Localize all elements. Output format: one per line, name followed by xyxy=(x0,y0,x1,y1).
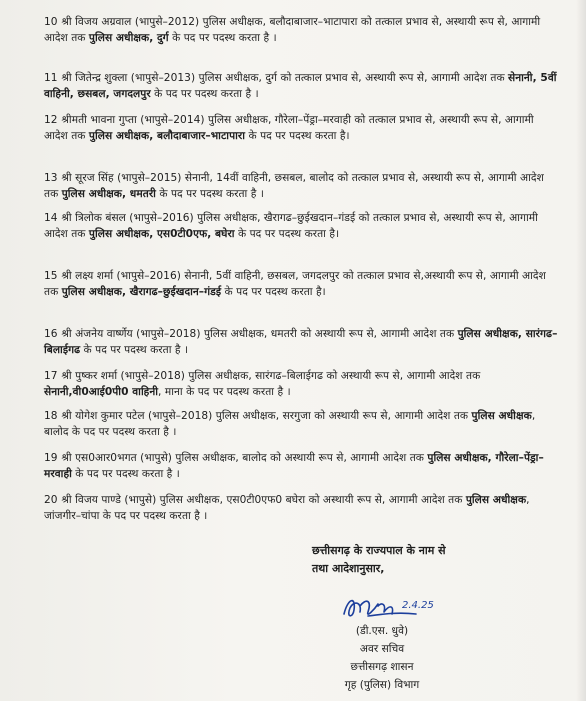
entry-number: 15 xyxy=(44,270,58,282)
order-entry-19 xyxy=(44,450,560,482)
order-entry-20 xyxy=(44,492,560,524)
order-entry-17 xyxy=(44,368,560,400)
order-entry-16 xyxy=(44,326,560,358)
entry-text: श्रीमती भावना गुप्ता (भापुसे–2014) पुलिस अधीक्षक, गौरेला–पेंड्रा–मरवाही को तत्काल प्रभाव से, अस्थायी रूप से, आगामी आदेश तक xyxy=(44,114,534,143)
entry-number: 20 xyxy=(44,494,58,506)
entry-text: श्री विजय पाण्डे (भापुसे) पुलिस अधीक्षक, एस0टी0एफ0 बघेरा को अस्थायी रूप से, आगामी आदेश तक xyxy=(58,494,466,506)
entry-text: श्री विजय अग्रवाल (भापुसे–2012) पुलिस अधीक्षक, बलौदाबाजार–भाटापारा को तत्काल प्रभाव से, अस्थायी रूप से, आगामी आदेश तक xyxy=(44,16,541,45)
entry-text-end: , माना के पद पर पदस्थ करता है । xyxy=(158,386,291,399)
entry-number: 17 xyxy=(44,370,58,382)
entry-text: श्री एस0आर0भगत (भापुसे) पुलिस अधीक्षक, बालोद को अस्थायी रूप से, आगामी आदेश तक xyxy=(58,452,428,464)
entry-text-end: के पद पर पदस्थ करता है। xyxy=(221,286,326,299)
entry-posting: पुलिस अधीक्षक, एस0टी0एफ, बघेरा xyxy=(88,228,235,241)
entry-posting: सेनानी,वी0आई0पी0 वाहिनी xyxy=(44,386,159,399)
order-entry-11 xyxy=(44,70,560,102)
officer-government: छत्तीसगढ़ शासन xyxy=(350,661,414,673)
order-entry-18 xyxy=(44,408,560,440)
entry-posting: पुलिस अधीक्षक xyxy=(465,494,527,506)
entry-number: 12 xyxy=(44,114,58,126)
entry-posting: सेनानी, 5वीं वाहिनी, छसबल, जगदलपुर xyxy=(44,72,557,101)
entry-text-end: के पद पर पदस्थ करता है । xyxy=(80,344,189,357)
officer-name: (डी.एस. धुवे) xyxy=(355,625,409,637)
order-entry-10 xyxy=(44,14,560,46)
entry-text: श्री योगेश कुमार पटेल (भापुसे–2018) पुलिस अधीक्षक, सरगुजा को अस्थायी रूप से, आगामी आदेश तक xyxy=(58,410,472,422)
entry-posting: पुलिस अधीक्षक, सारंगढ–बिलाईगढ xyxy=(44,328,558,357)
entry-text: श्री त्रिलोक बंसल (भापुसे–2016) पुलिस अधीक्षक, खैरागढ–छुईखदान–गंडई को तत्काल प्रभाव से, अस्थायी रूप से, आगामी आदेश तक xyxy=(44,212,538,241)
entry-posting: पुलिस अधीक्षक, बलौदाबाजार–भाटापारा xyxy=(88,130,246,143)
entry-text-end: के पद पर पदस्थ करता है। xyxy=(234,228,340,241)
entry-text: श्री अंजनेय वार्ष्णेय (भापुसे–2018) पुलिस अधीक्षक, धमतरी को अस्थायी रूप से, आगामी आदेश तक xyxy=(58,328,458,340)
entry-number: 14 xyxy=(44,212,58,224)
entry-text: श्री लक्ष्य शर्मा (भापुसे–2016) सेनानी, 5वीं वाहिनी, छसबल, जगदलपुर को तत्काल प्रभाव से,अस्थायी रूप से, आगामी आदेश तक xyxy=(44,270,546,299)
entry-number: 19 xyxy=(44,452,58,464)
entry-number: 16 xyxy=(44,328,58,340)
officer-department: गृह (पुलिस) विभाग xyxy=(344,679,420,691)
entry-posting: पुलिस अधीक्षक, दुर्ग xyxy=(88,32,169,45)
entry-text: श्री जितेन्द्र शुक्ला (भापुसे–2013) पुलिस अधीक्षक, दुर्ग को तत्काल प्रभाव से, अस्थायी रूप से, आगामी आदेश तक xyxy=(58,72,509,84)
order-closing xyxy=(312,542,572,578)
entry-text-end: के पद पर पदस्थ करता है। xyxy=(245,130,350,143)
entry-posting: पुलिस अधीक्षक, खैरागढ–छुईखदान–गंडई xyxy=(61,286,222,299)
signature-date: 2.4.25 xyxy=(402,600,434,611)
handwritten-signature xyxy=(338,592,448,624)
entry-text-end: , बालोद के पद पर पदस्थ करता है । xyxy=(44,410,536,439)
order-entry-15 xyxy=(44,268,560,300)
closing-line-1: छत्तीसगढ़ के राज्यपाल के नाम से xyxy=(312,544,446,557)
entry-posting: पुलिस अधीक्षक, गौरेला–पेंड्रा–मरवाही xyxy=(44,452,544,481)
entry-posting: पुलिस अधीक्षक, धमतरी xyxy=(61,188,156,201)
entry-text-end: के पद पर पदस्थ करता है । xyxy=(168,32,277,45)
entry-number: 10 xyxy=(44,16,58,28)
closing-line-2: तथा आदेशानुसार, xyxy=(312,562,385,575)
signing-officer xyxy=(302,622,462,694)
entry-number: 11 xyxy=(44,72,58,84)
entry-text: श्री सूरज सिंह (भापुसे–2015) सेनानी, 14वीं वाहिनी, छसबल, बालोद को तत्काल प्रभाव से, अस्थायी रूप से, आगामी आदेश तक xyxy=(44,172,544,201)
order-entry-13 xyxy=(44,170,560,202)
officer-designation: अवर सचिव xyxy=(359,643,405,655)
order-entry-12 xyxy=(44,112,560,144)
entry-text-end: के पद पर पदस्थ करता है । xyxy=(71,468,180,481)
page-edge-shadow xyxy=(576,0,586,701)
entry-text-end: के पद पर पदस्थ करता है । xyxy=(155,188,264,201)
entry-posting: पुलिस अधीक्षक xyxy=(471,410,532,422)
entry-text-end: , जांजगीर–चांपा के पद पर पदस्थ करता है । xyxy=(44,494,530,523)
order-entry-14 xyxy=(44,210,560,242)
entry-number: 13 xyxy=(44,172,58,184)
entry-text: श्री पुष्कर शर्मा (भापुसे–2018) पुलिस अधीक्षक, सारंगढ–बिलाईगढ को अस्थायी रूप से, आगामी आदेश तक xyxy=(58,370,481,382)
entry-number: 18 xyxy=(44,410,58,422)
entry-text-end: के पद पर पदस्थ करता है । xyxy=(150,88,259,101)
